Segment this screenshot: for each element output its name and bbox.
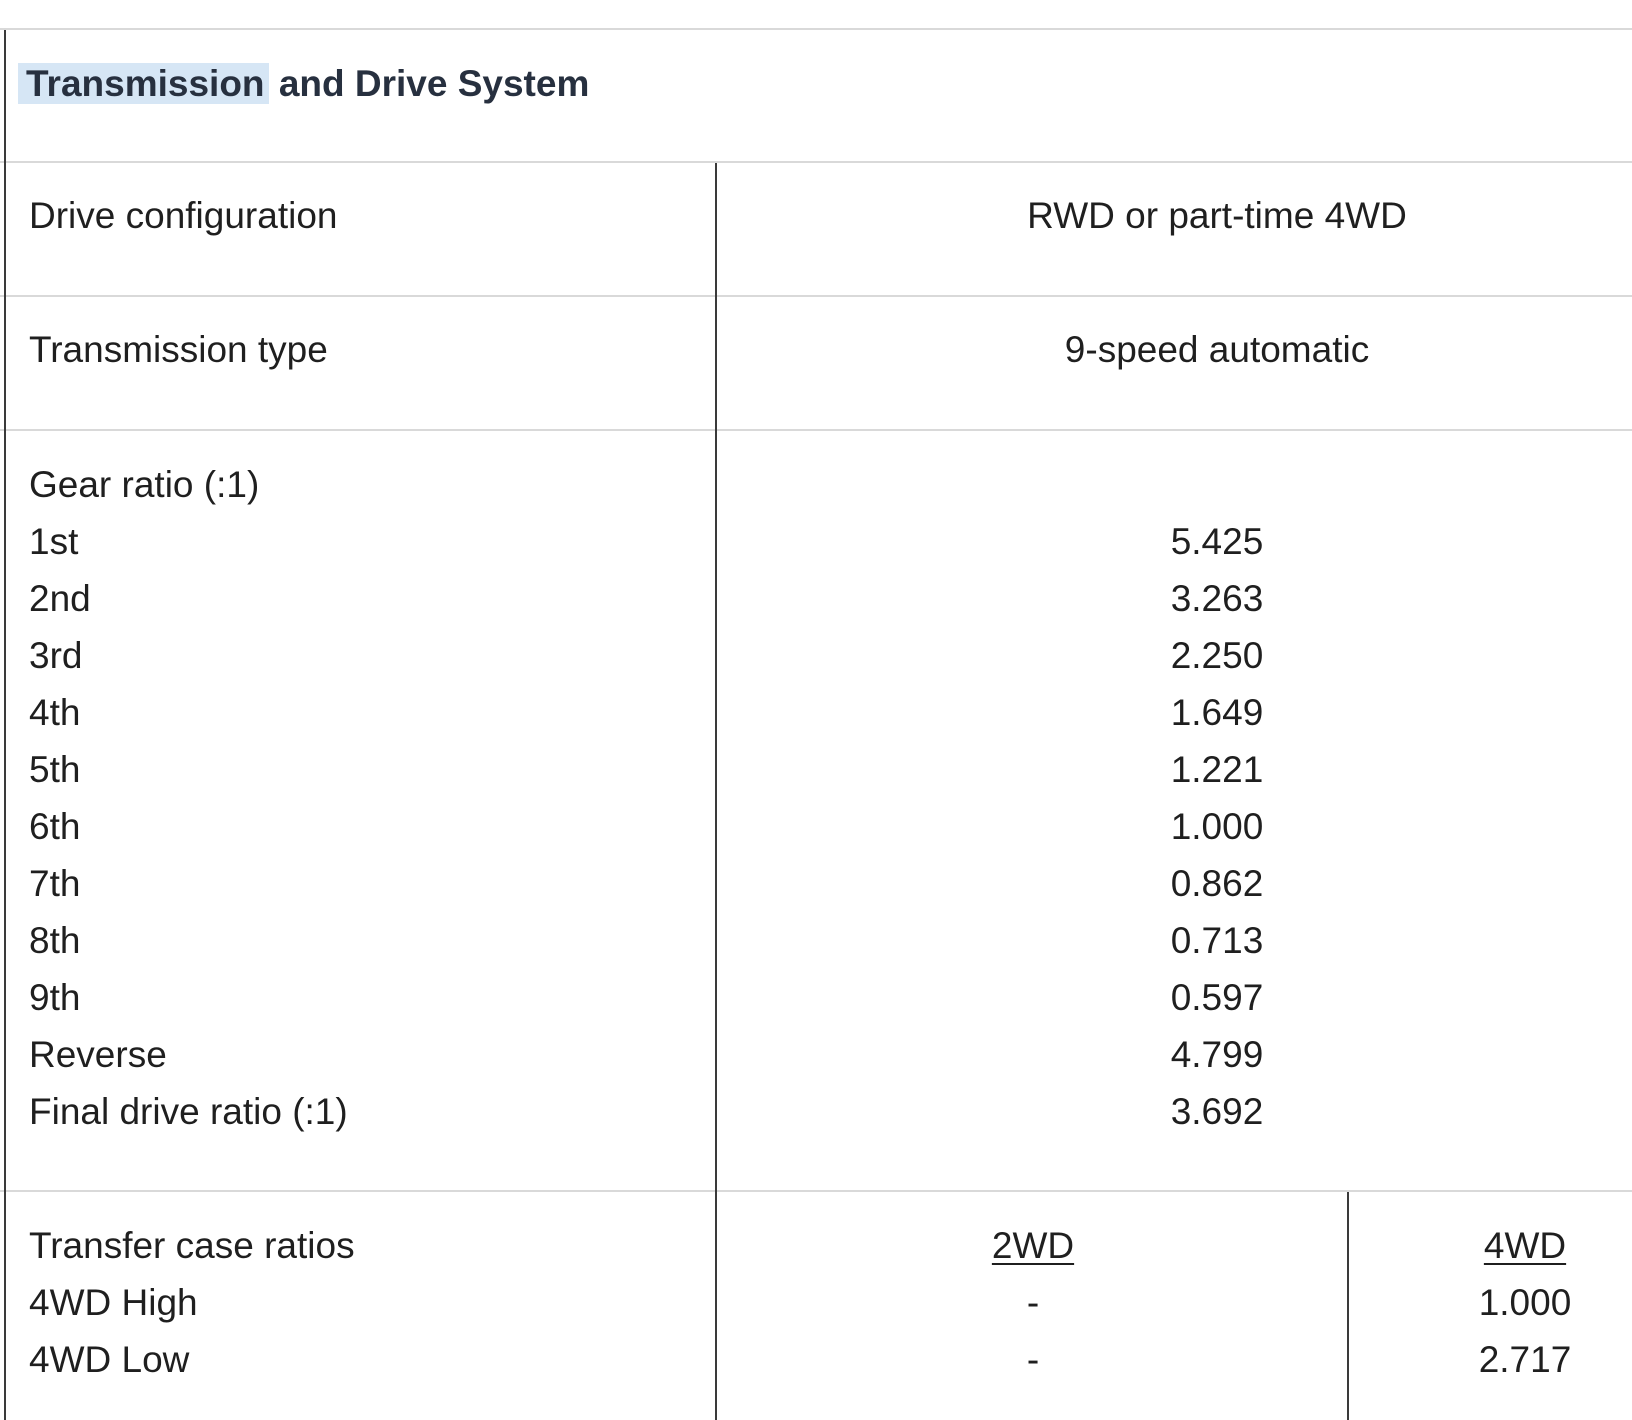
section-title [18, 60, 589, 108]
transfer-col-2wd-header [717, 1224, 1349, 1268]
gear-label: 2nd [29, 578, 91, 619]
row-divider-drive [0, 295, 1632, 297]
gear-value: 1.221 [1170, 749, 1264, 790]
transfer-row-label: 4WD Low [29, 1339, 190, 1380]
drive-configuration-label: Drive configuration [29, 195, 338, 236]
table-left-border [4, 30, 6, 1420]
gear-label-list [29, 463, 348, 1147]
gear-label: 1st [29, 521, 79, 562]
gear-value: 2.250 [1170, 635, 1264, 676]
gear-label: 5th [29, 749, 81, 790]
transfer-row-2wd-value: - [1026, 1339, 1040, 1380]
gear-value: 0.862 [1170, 863, 1264, 904]
transfer-row-4wd-value: 1.000 [1478, 1282, 1572, 1323]
gear-value: 4.799 [1170, 1034, 1264, 1075]
transfer-row-label: 4WD High [29, 1282, 198, 1323]
gear-value: 3.692 [1170, 1091, 1264, 1132]
transfer-row-4wd-value: 2.717 [1478, 1339, 1572, 1380]
transmission-type-value: 9-speed automatic [1064, 329, 1370, 370]
gear-value: 0.597 [1170, 977, 1264, 1018]
gear-value-list [717, 520, 1632, 1147]
gear-value: 1.000 [1170, 806, 1264, 847]
gear-value: 0.713 [1170, 920, 1264, 961]
gear-value: 5.425 [1170, 521, 1264, 562]
gear-label: 6th [29, 806, 81, 847]
gear-label: 4th [29, 692, 81, 733]
row-divider-transmission [0, 429, 1632, 431]
gear-value: 1.649 [1170, 692, 1264, 733]
col-4wd-text: 4WD [1483, 1225, 1567, 1266]
title-rest: and Drive System [278, 63, 590, 104]
transfer-col-4wd-header [1350, 1224, 1632, 1268]
drive-configuration-value: RWD or part-time 4WD [1027, 195, 1407, 236]
gear-label: 7th [29, 863, 81, 904]
row-divider-gears [0, 1190, 1632, 1192]
transmission-type-label: Transmission type [29, 329, 328, 370]
transfer-case-label: Transfer case ratios [29, 1225, 355, 1266]
row-divider-title [0, 161, 1632, 163]
top-divider [0, 28, 1632, 30]
gear-label: 8th [29, 920, 81, 961]
title-highlight: Transmission [18, 63, 269, 104]
gear-label: 3rd [29, 635, 83, 676]
gear-label: Final drive ratio (:1) [29, 1091, 348, 1132]
transfer-row-2wd-value: - [1026, 1282, 1040, 1323]
col-2wd-text: 2WD [991, 1225, 1075, 1266]
gear-ratio-header: Gear ratio (:1) [29, 464, 260, 505]
gear-label: Reverse [29, 1034, 167, 1075]
gear-value: 3.263 [1170, 578, 1264, 619]
gear-label: 9th [29, 977, 81, 1018]
